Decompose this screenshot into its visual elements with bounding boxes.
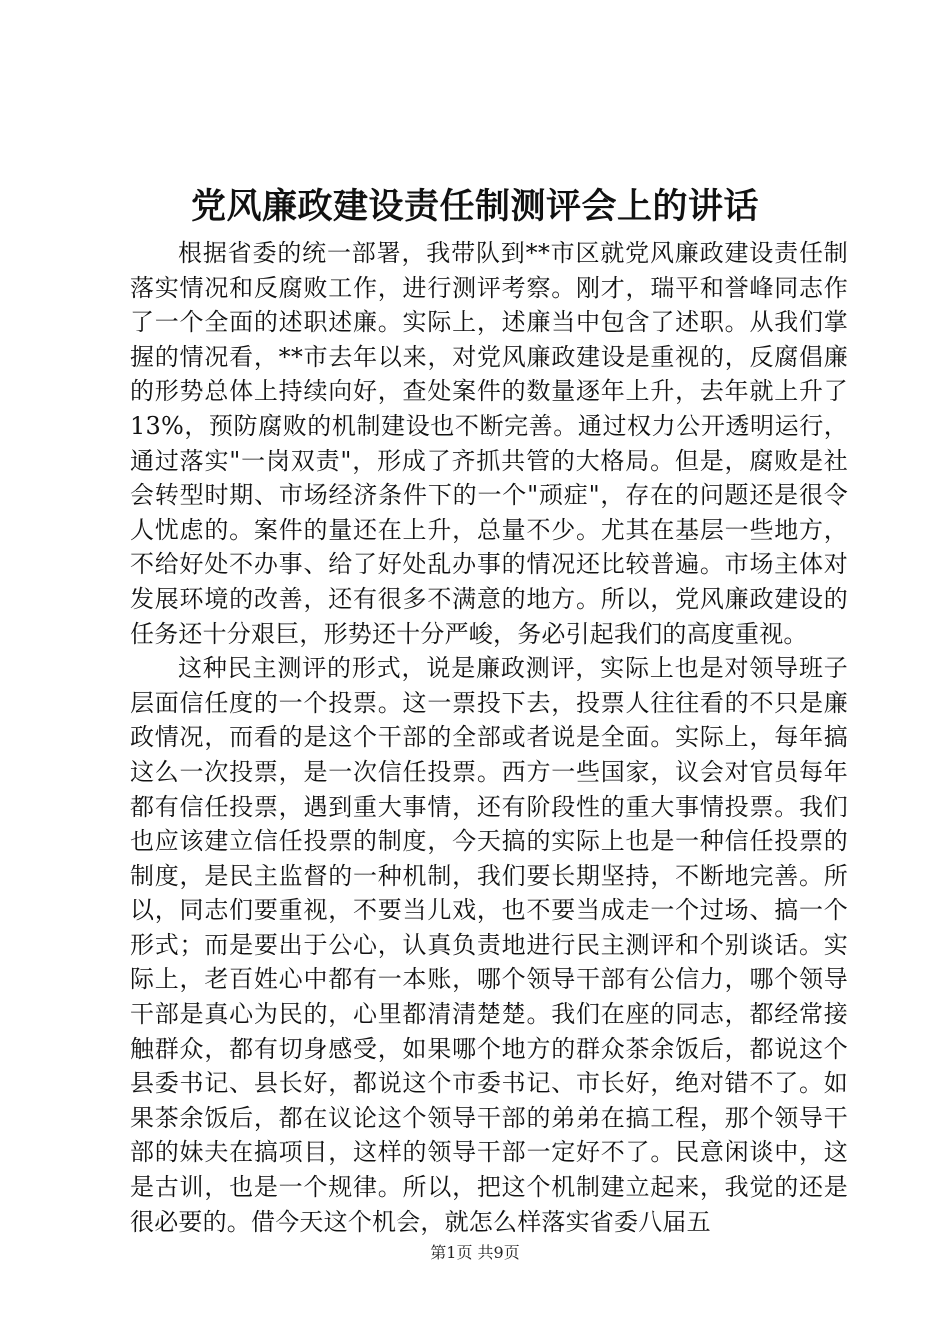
paragraph-2: 这种民主测评的形式，说是廉政测评，实际上也是对领导班子层面信任度的一个投票。这一票投下去，投票人往往看的不只是廉政情况，而看的是这个干部的全部或者说是全面。实际上，每年搞这么一次投票，是一次信任投票。西方一些国家，议会对官员每年都有信任投票，遇到重大事情，还有阶段性的重大事情投票。我们也应该建立信任投票的制度，今天搞的实际上也是一种信任投票的制度，是民主监督的一种机制，我们要长期坚持，不断地完善。所以，同志们要重视，不要当儿戏，也不要当成走一个过场、搞一个形式；而是要出于公心，认真负责地进行民主测评和个别谈话。实际上，老百姓心中都有一本账，哪个领导干部有公信力，哪个领导干部是真心为民的，心里都清清楚楚。我们在座的同志，都经常接触群众，都有切身感受，如果哪个地方的群众茶余饭后，都说这个县委书记、县长好，都说这个市委书记、市长好，绝对错不了。如果茶余饭后，都在议论这个领导干部的弟弟在搞工程，那个领导干部的妹夫在搞项目，这样的领导干部一定好不了。民意闲谈中，这是古训，也是一个规律。所以，把这个机制建立起来，我觉的还是很必要的。借今天这个机会，就怎么样落实省委八届五: [130, 654, 848, 1236]
document-title: 党风廉政建设责任制测评会上的讲话: [190, 186, 759, 227]
page-number-footer: 第1页 共9页: [430, 1243, 520, 1262]
document-body: [130, 236, 848, 1239]
paragraph-1: 根据省委的统一部署，我带队到**市区就党风廉政建设责任制落实情况和反腐败工作，进行测评考察。刚才，瑞平和誉峰同志作了一个全面的述职述廉。实际上，述廉当中包含了述职。从我们掌握的情况看，**市去年以来，对党风廉政建设是重视的，反腐倡廉的形势总体上持续向好，查处案件的数量逐年上升，去年就上升了13%，预防腐败的机制建设也不断完善。通过权力公开透明运行，通过落实"一岗双责"，形成了齐抓共管的大格局。但是，腐败是社会转型时期、市场经济条件下的一个"顽症"，存在的问题还是很令人忧虑的。案件的量还在上升，总量不少。尤其在基层一些地方，不给好处不办事、给了好处乱办事的情况还比较普遍。市场主体对发展环境的改善，还有很多不满意的地方。所以，党风廉政建设的任务还十分艰巨，形势还十分严峻，务必引起我们的高度重视。: [130, 239, 848, 648]
